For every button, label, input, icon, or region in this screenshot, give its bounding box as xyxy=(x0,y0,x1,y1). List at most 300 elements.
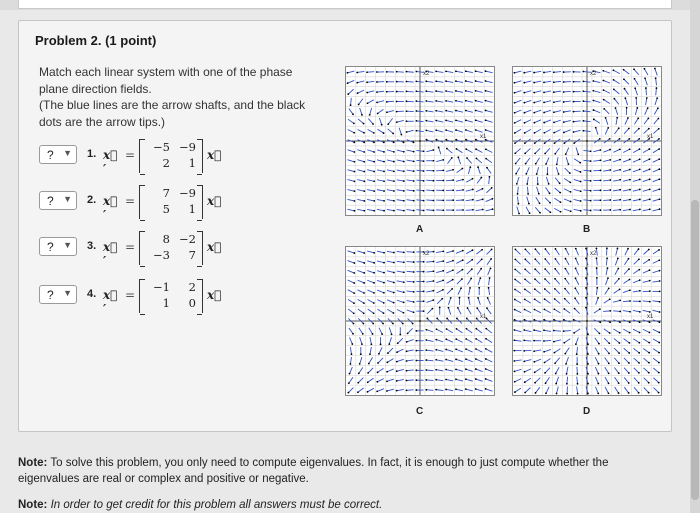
arrow-tip xyxy=(396,370,398,372)
arrow-tip xyxy=(455,388,457,390)
arrow-tip xyxy=(534,371,536,373)
arrow-tip xyxy=(403,261,405,263)
arrow-shaft xyxy=(565,289,570,295)
arrow-tip xyxy=(448,307,450,309)
arrow-tip xyxy=(426,329,428,331)
arrow-shaft xyxy=(407,262,414,263)
arrow-shaft xyxy=(534,81,541,83)
arrow-tip xyxy=(657,118,659,120)
arrow-tip xyxy=(353,151,355,153)
arrow-shaft xyxy=(476,101,483,103)
arrow-shaft xyxy=(526,167,529,174)
arrow-tip xyxy=(618,372,620,374)
arrow-tip xyxy=(492,208,494,210)
arrow-tip xyxy=(646,97,648,99)
arrow-tip xyxy=(609,169,611,171)
arrow-shaft xyxy=(437,290,443,293)
arrow-tip xyxy=(462,259,464,261)
arrow-shaft xyxy=(378,309,384,313)
arrow-tip xyxy=(619,199,621,201)
answer-select-2[interactable] xyxy=(39,191,77,210)
arrow-shaft xyxy=(644,129,649,134)
arrow-shaft xyxy=(603,71,610,73)
arrow-tip xyxy=(629,209,631,211)
arrow-tip xyxy=(587,343,589,345)
arrow-tip xyxy=(425,359,427,361)
arrow-tip xyxy=(445,338,447,340)
arrow-shaft xyxy=(524,330,531,332)
arrow-tip xyxy=(373,151,375,153)
arrow-tip xyxy=(455,100,457,102)
arrow-tip xyxy=(423,160,425,162)
arrow-shaft xyxy=(456,111,463,113)
arrow-shaft xyxy=(583,160,590,161)
arrow-tip xyxy=(553,308,555,310)
arrow-shaft xyxy=(407,271,414,272)
arrow-tip xyxy=(446,318,448,320)
arrow-tip xyxy=(373,180,375,182)
arrow-shaft xyxy=(467,269,472,274)
arrow-shaft xyxy=(644,368,649,373)
arrow-tip xyxy=(396,121,398,123)
arrow-tip xyxy=(638,392,640,394)
arrow-tip xyxy=(575,248,577,250)
arrow-shaft xyxy=(537,167,539,174)
arrow-shaft xyxy=(416,121,423,122)
arrow-shaft xyxy=(407,370,414,371)
arrow-shaft xyxy=(368,300,374,303)
arrow-tip xyxy=(461,278,463,280)
arrow-tip xyxy=(658,362,660,364)
vertical-scrollbar[interactable] xyxy=(690,0,700,513)
arrow-tip xyxy=(485,90,487,92)
arrow-shaft xyxy=(614,348,619,353)
arrow-tip xyxy=(354,180,356,182)
instruction-line: (The blue lines are the arrow shafts, and the black dots are the arrow tips.) xyxy=(39,98,306,129)
arrow-shaft xyxy=(426,271,433,272)
arrow-tip xyxy=(618,352,620,354)
arrow-tip xyxy=(583,100,585,102)
arrow-shaft xyxy=(397,300,404,302)
arrow-shaft xyxy=(616,118,617,125)
instruction-line: Match each linear system with one of the phase plane direction fields. xyxy=(39,65,293,96)
arrow-shaft xyxy=(397,359,404,361)
arrow-shaft xyxy=(633,169,640,171)
arrow-shaft xyxy=(397,150,404,152)
arrow-tip xyxy=(607,277,609,279)
arrow-shaft xyxy=(556,367,559,373)
arrow-tip xyxy=(544,298,546,300)
scrollbar-thumb[interactable] xyxy=(691,200,699,500)
arrow-tip xyxy=(543,319,545,321)
arrow-shaft xyxy=(387,150,394,152)
arrow-tip xyxy=(433,280,435,282)
arrow-tip xyxy=(377,113,379,115)
arrow-shaft xyxy=(367,81,374,82)
arrow-shaft xyxy=(593,150,600,152)
arrow-tip xyxy=(627,248,629,250)
arrow-tip xyxy=(633,68,635,70)
arrow-tip xyxy=(534,288,536,290)
arrow-tip xyxy=(534,258,536,260)
arrow-tip xyxy=(648,259,650,261)
arrow-shaft xyxy=(544,340,551,341)
arrow-tip xyxy=(366,71,368,73)
arrow-shaft xyxy=(487,259,491,265)
arrow-tip xyxy=(475,358,477,360)
arrow-tip xyxy=(590,200,592,202)
problem-title: Problem 2. (1 point) xyxy=(35,33,157,48)
arrow-tip xyxy=(598,343,600,345)
arrow-shaft xyxy=(439,147,441,154)
arrow-tip xyxy=(556,393,558,395)
lhs-vector: x⃗ ′ xyxy=(103,148,118,176)
arrow-shaft xyxy=(517,207,519,214)
arrow-shaft xyxy=(426,330,433,332)
x-axis-label: x1 xyxy=(480,134,487,140)
arrow-tip xyxy=(481,249,483,251)
arrow-tip xyxy=(475,378,477,380)
arrow-shaft xyxy=(654,108,658,114)
arrow-shaft xyxy=(633,339,639,343)
arrow-tip xyxy=(475,148,477,150)
arrow-shaft xyxy=(594,328,599,333)
arrow-shaft xyxy=(426,200,433,201)
arrow-tip xyxy=(638,372,640,374)
arrow-shaft xyxy=(525,388,530,393)
arrow-tip xyxy=(629,159,631,161)
arrow-shaft xyxy=(643,310,650,312)
arrow-shaft xyxy=(517,177,519,184)
arrow-tip xyxy=(629,300,631,302)
arrow-tip xyxy=(524,319,526,321)
arrow-shaft xyxy=(653,310,660,312)
arrow-shaft xyxy=(350,347,351,354)
arrow-tip xyxy=(482,209,484,211)
arrow-tip xyxy=(475,70,477,72)
arrow-shaft xyxy=(407,360,414,361)
arrow-shaft xyxy=(574,199,581,201)
arrow-tip xyxy=(579,162,581,164)
arrow-tip xyxy=(445,359,447,361)
arrow-shaft xyxy=(614,289,620,293)
arrow-shaft xyxy=(489,288,490,295)
arrow-shaft xyxy=(416,150,423,151)
arrow-shaft xyxy=(357,160,364,162)
arrow-tip xyxy=(649,188,651,190)
arrow-shaft xyxy=(545,249,549,255)
arrow-tip xyxy=(538,193,540,195)
arrow-shaft xyxy=(348,280,355,283)
arrow-tip xyxy=(534,309,536,311)
arrow-tip xyxy=(386,380,388,382)
arrow-tip xyxy=(609,321,611,323)
arrow-tip xyxy=(517,203,519,205)
arrow-tip xyxy=(514,82,516,84)
arrow-shaft xyxy=(574,329,580,333)
arrow-shaft xyxy=(427,309,432,314)
arrow-shaft xyxy=(458,157,460,164)
arrow-tip xyxy=(609,199,611,201)
arrow-tip xyxy=(485,358,487,360)
arrow-shaft xyxy=(656,78,657,85)
arrow-tip xyxy=(383,312,385,314)
arrow-shaft xyxy=(350,357,351,364)
note-eigenvalues xyxy=(18,455,658,487)
arrow-shaft xyxy=(488,268,491,275)
arrow-tip xyxy=(353,312,355,314)
arrow-tip xyxy=(587,383,589,385)
arrow-shaft xyxy=(614,99,618,105)
arrow-tip xyxy=(560,201,562,203)
arrow-tip xyxy=(441,298,443,300)
arrow-tip xyxy=(514,370,516,372)
arrow-tip xyxy=(639,148,641,150)
arrow-shaft xyxy=(646,98,647,105)
arrow-shaft xyxy=(624,348,629,353)
arrow-shaft xyxy=(643,209,650,211)
arrow-tip xyxy=(353,141,355,143)
arrow-tip xyxy=(628,128,630,130)
arrow-tip xyxy=(573,101,575,103)
arrow-shaft xyxy=(436,350,443,352)
arrow-tip xyxy=(629,148,631,150)
arrow-shaft xyxy=(634,69,639,74)
arrow-tip xyxy=(649,280,651,282)
arrow-tip xyxy=(523,102,525,104)
arrow-tip xyxy=(524,298,526,300)
arrow-shaft xyxy=(458,308,461,314)
arrow-shaft xyxy=(416,111,423,112)
arrow-shaft xyxy=(347,199,354,201)
arrow-tip xyxy=(608,342,610,344)
arrow-tip xyxy=(354,190,356,192)
arrow-shaft xyxy=(476,158,482,163)
arrow-shaft xyxy=(554,130,561,133)
arrow-tip xyxy=(392,323,394,325)
arrow-shaft xyxy=(448,298,450,305)
arrow-shaft xyxy=(466,369,473,371)
arrow-tip xyxy=(518,213,520,215)
arrow-tip xyxy=(535,392,537,394)
arrow-tip xyxy=(628,352,630,354)
arrow-tip xyxy=(485,388,487,390)
arrow-tip xyxy=(432,290,434,292)
arrow-tip xyxy=(489,277,491,279)
arrow-tip xyxy=(636,107,638,109)
arrow-tip xyxy=(403,312,405,314)
arrow-tip xyxy=(514,152,516,154)
arrow-tip xyxy=(393,252,395,254)
arrow-tip xyxy=(544,153,546,155)
arrow-shaft xyxy=(565,259,569,265)
arrow-tip xyxy=(425,379,427,381)
arrow-tip xyxy=(554,362,556,364)
arrow-shaft xyxy=(634,358,639,363)
arrow-tip xyxy=(445,139,447,141)
arrow-shaft xyxy=(476,199,483,201)
arrow-tip xyxy=(436,318,438,320)
arrow-tip xyxy=(566,383,568,385)
arrow-tip xyxy=(376,71,378,73)
arrow-tip xyxy=(477,297,479,299)
matrix-entry: 7 xyxy=(188,248,196,262)
arrow-shaft xyxy=(407,301,414,302)
arrow-tip xyxy=(482,198,484,200)
arrow-shaft xyxy=(456,379,463,381)
arrow-tip xyxy=(545,163,547,165)
arrow-tip xyxy=(381,333,383,335)
arrow-tip xyxy=(514,381,516,383)
arrow-tip xyxy=(465,388,467,390)
arrow-tip xyxy=(524,142,526,144)
arrow-tip xyxy=(475,90,477,92)
arrow-shaft xyxy=(388,348,393,353)
arrow-shaft xyxy=(524,350,531,351)
arrow-shaft xyxy=(407,210,414,211)
arrow-shaft xyxy=(535,299,541,303)
arrow-tip xyxy=(596,277,598,279)
arrow-tip xyxy=(367,391,369,393)
arrow-shaft xyxy=(644,250,649,255)
arrow-tip xyxy=(426,139,428,141)
arrow-shaft xyxy=(603,311,610,312)
arrow-tip xyxy=(596,257,598,259)
answer-select-4[interactable] xyxy=(39,285,77,304)
arrow-shaft xyxy=(534,110,541,112)
arrow-tip xyxy=(563,121,565,123)
arrow-shaft xyxy=(545,289,550,294)
arrow-tip xyxy=(658,352,660,354)
arrow-tip xyxy=(373,282,375,284)
arrow-shaft xyxy=(564,91,571,92)
arrow-tip xyxy=(475,119,477,121)
rhs-vector: x⃗ xyxy=(207,148,222,162)
arrow-tip xyxy=(600,209,602,211)
arrow-tip xyxy=(593,100,595,102)
arrow-tip xyxy=(627,117,629,119)
arrow-shaft xyxy=(387,261,394,262)
arrow-shaft xyxy=(436,340,443,342)
arrow-shaft xyxy=(614,367,618,373)
arrow-shaft xyxy=(554,331,561,332)
arrow-shaft xyxy=(596,248,597,255)
arrow-tip xyxy=(435,70,437,72)
arrow-shaft xyxy=(575,298,579,304)
arrow-shaft xyxy=(446,370,453,372)
arrow-shaft xyxy=(397,281,404,282)
arrow-shaft xyxy=(515,110,522,113)
arrow-tip xyxy=(451,288,453,290)
arrow-tip xyxy=(648,128,650,130)
arrow-shaft xyxy=(489,177,490,184)
arrow-tip xyxy=(533,92,535,94)
arrow-shaft xyxy=(604,329,610,333)
arrow-tip xyxy=(549,211,551,213)
arrow-tip xyxy=(393,210,395,212)
arrow-shaft xyxy=(358,299,364,303)
arrow-tip xyxy=(485,110,487,112)
arrow-tip xyxy=(565,258,567,260)
arrow-shaft xyxy=(525,129,531,133)
arrow-tip xyxy=(376,81,378,83)
arrow-tip xyxy=(423,170,425,172)
arrow-shaft xyxy=(360,108,362,115)
arrow-tip xyxy=(554,352,556,354)
arrow-tip xyxy=(353,272,355,274)
answer-select-3[interactable] xyxy=(39,237,77,256)
arrow-shaft xyxy=(436,160,443,162)
arrow-shaft xyxy=(554,340,561,342)
arrow-tip xyxy=(543,122,545,124)
arrow-tip xyxy=(439,307,441,309)
arrow-tip xyxy=(648,342,650,344)
arrow-tip xyxy=(524,371,526,373)
arrow-tip xyxy=(559,192,561,194)
arrow-shaft xyxy=(426,370,433,371)
arrow-tip xyxy=(433,190,435,192)
arrow-tip xyxy=(583,130,585,132)
arrow-tip xyxy=(545,382,547,384)
arrow-shaft xyxy=(456,329,462,333)
arrow-tip xyxy=(386,361,388,363)
arrow-tip xyxy=(658,158,660,160)
arrow-shaft xyxy=(466,120,473,122)
arrow-shaft xyxy=(349,377,353,383)
arrow-tip xyxy=(413,301,415,303)
arrow-shaft xyxy=(486,71,493,73)
arrow-tip xyxy=(413,151,415,153)
arrow-shaft xyxy=(348,89,353,94)
plot-label-c: C xyxy=(416,406,424,417)
arrow-tip xyxy=(383,302,385,304)
arrow-tip xyxy=(543,340,545,342)
arrow-shaft xyxy=(625,118,628,125)
arrow-tip xyxy=(549,192,551,194)
arrow-tip xyxy=(543,102,545,104)
arrow-tip xyxy=(416,340,418,342)
arrow-tip xyxy=(554,153,556,155)
arrow-tip xyxy=(619,289,621,291)
arrow-shaft xyxy=(436,370,443,371)
arrow-tip xyxy=(568,163,570,165)
arrow-tip xyxy=(386,101,388,103)
arrow-tip xyxy=(539,202,541,204)
matrix-entry: 0 xyxy=(188,296,196,310)
arrow-tip xyxy=(639,199,641,201)
arrow-tip xyxy=(573,131,575,133)
arrow-shaft xyxy=(407,281,414,282)
arrow-tip xyxy=(600,199,602,201)
arrow-tip xyxy=(569,181,571,183)
answer-select-1[interactable] xyxy=(39,145,77,164)
arrow-shaft xyxy=(486,120,493,122)
arrow-shaft xyxy=(379,118,381,125)
arrow-shaft xyxy=(378,368,384,372)
arrow-shaft xyxy=(544,91,551,92)
arrow-tip xyxy=(435,349,437,351)
arrow-shaft xyxy=(633,329,639,332)
arrow-shaft xyxy=(388,129,394,134)
arrow-tip xyxy=(435,339,437,341)
arrow-shaft xyxy=(357,261,364,263)
arrow-tip xyxy=(475,129,477,131)
arrow-tip xyxy=(575,343,577,345)
arrow-tip xyxy=(619,159,621,161)
arrow-tip xyxy=(659,321,661,323)
arrow-shaft xyxy=(367,72,374,73)
arrow-shaft xyxy=(525,249,530,254)
